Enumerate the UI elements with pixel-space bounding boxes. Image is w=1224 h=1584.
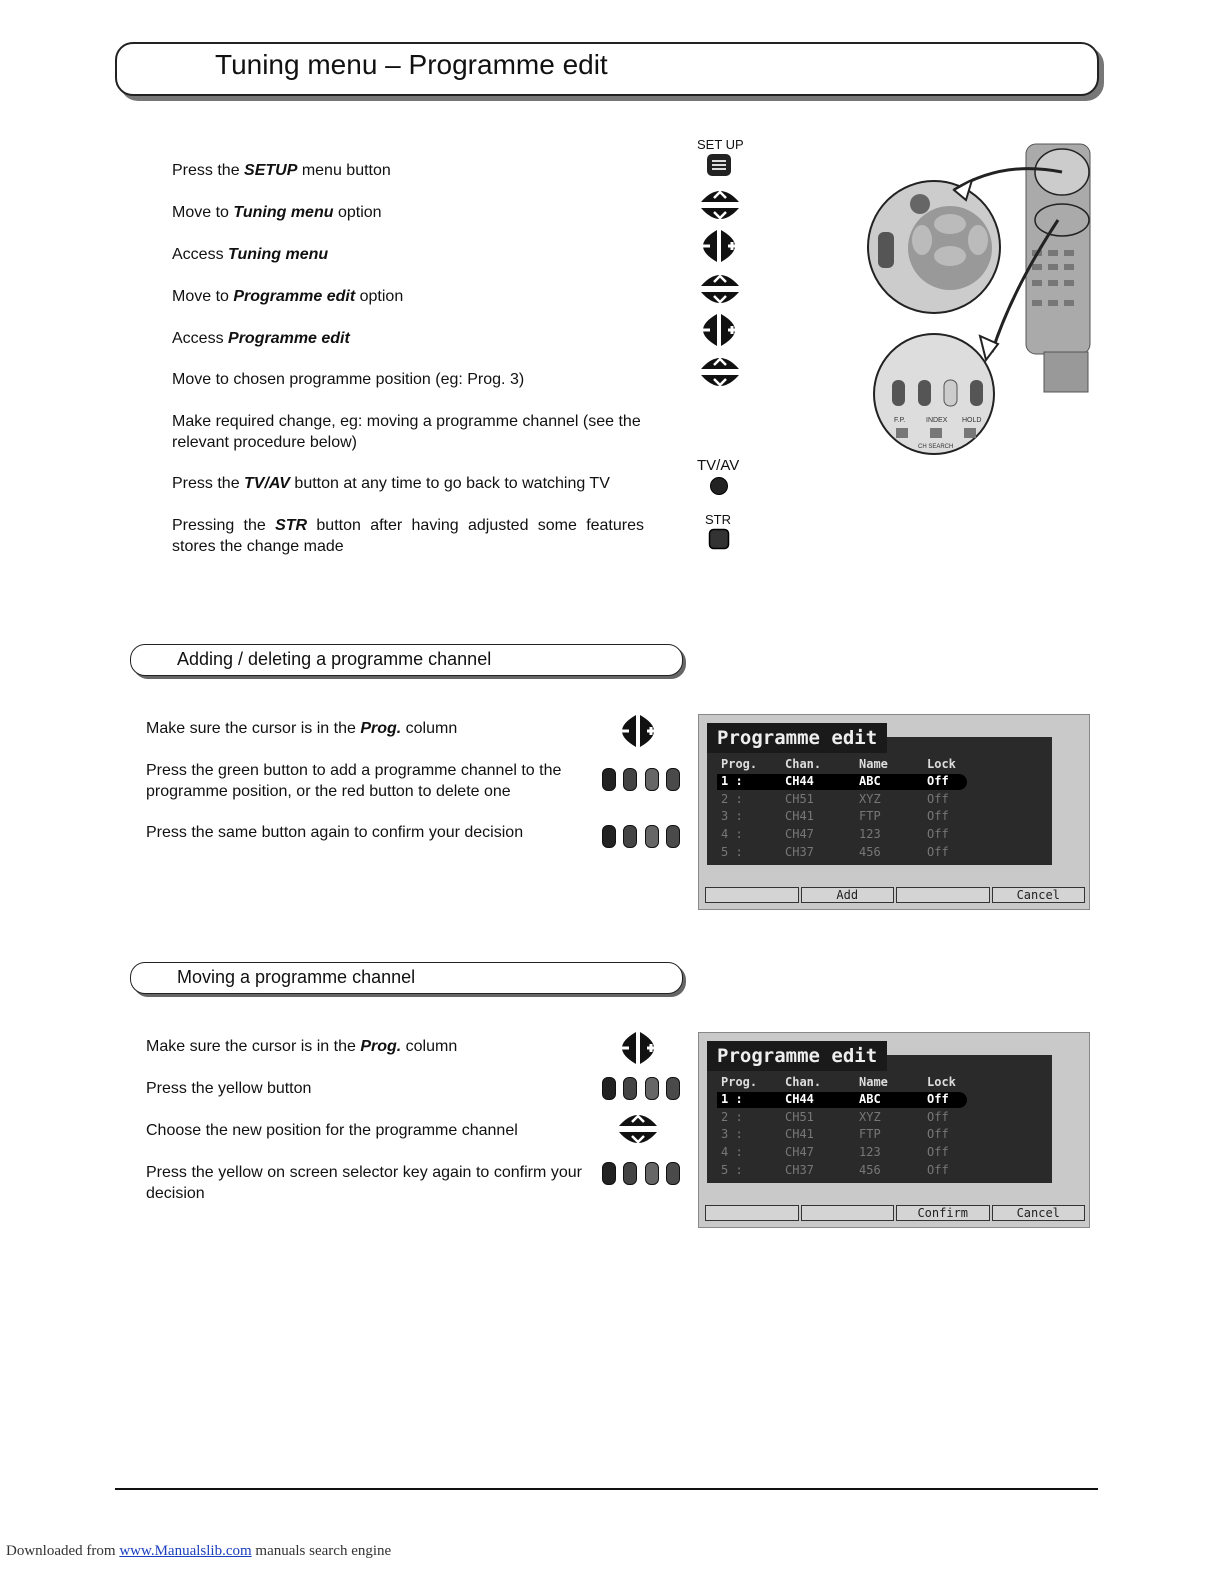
up-down-icon [699,353,741,391]
setup-label: SET UP [697,137,744,152]
setup-button-icon [706,153,732,177]
step-8: Press the TV/AV button at any time to go back to watching TV [172,475,610,492]
up-down-icon [699,186,741,224]
footer [6,1543,391,1560]
screen-button-confirm: Confirm [896,1205,990,1221]
colour-keys-icon [602,1077,680,1099]
table-row: 3 : CH41 FTP Off [721,1127,949,1141]
tvav-button-icon [709,476,729,496]
step-4: Move to Programme edit option [172,288,404,305]
col-prog: Prog. [721,1075,758,1089]
programme-edit-screen-add [698,714,1090,910]
step-6: Move to chosen programme position (eg: Prog. 3) [172,371,525,388]
section2-step-1: Make sure the cursor is in the Prog. column [146,1038,458,1055]
col-name: Name [859,757,888,771]
section2-step-3: Choose the new position for the programme channel [146,1122,518,1139]
left-right-icon [614,1031,662,1065]
page-title: Tuning menu – Programme edit [215,49,608,80]
col-lock: Lock [927,757,956,771]
step-7: Make required change, eg: moving a programme channel (see the relevant procedure below) [172,413,641,451]
colour-keys-icon [602,768,680,790]
left-right-icon [695,313,743,347]
section1-step-2: Press the green button to add a programme channel to the programme position, or the red button to delete one [146,762,562,800]
remote-label-index: INDEX [926,417,948,424]
page-title-banner [115,42,1099,96]
table-row: 5 : CH37 456 Off [721,845,949,859]
col-prog: Prog. [721,757,758,771]
colour-keys-icon [602,825,680,847]
screen-column-headers [717,1075,1057,1091]
bottom-rule [115,1488,1098,1490]
section-title: Adding / deleting a programme channel [177,649,492,669]
section-moving-banner [130,962,683,994]
section-adding-deleting-banner [130,644,683,676]
remote-control-illustration [862,140,1098,458]
table-row: 5 : CH37 456 Off [721,1163,949,1177]
step-5: Access Programme edit [172,330,350,347]
left-right-icon [614,714,662,748]
screen-button-green [801,1205,895,1221]
section1-step-1: Make sure the cursor is in the Prog. column [146,720,458,737]
screen-button-red [705,1205,799,1221]
colour-keys-icon [602,1162,680,1184]
col-lock: Lock [927,1075,956,1089]
screen-header: Programme edit [707,723,887,753]
step-1: Press the SETUP menu button [172,162,391,179]
left-right-icon [695,229,743,263]
table-row: 1 : CH44 ABC Off [717,774,967,790]
section2-step-4: Press the yellow on screen selector key again to confirm your decision [146,1164,582,1202]
col-name: Name [859,1075,888,1089]
footer-text: manuals search engine [251,1543,392,1559]
table-row: 2 : CH51 XYZ Off [721,1110,949,1124]
remote-label-hold: HOLD [962,417,982,424]
screen-button-cancel: Cancel [992,1205,1086,1221]
screen-button-bar [705,887,1085,903]
screen-button-cancel: Cancel [992,887,1086,903]
section-title: Moving a programme channel [177,967,416,987]
table-row: 2 : CH51 XYZ Off [721,792,949,806]
step-2: Move to Tuning menu option [172,204,382,221]
table-row: 3 : CH41 FTP Off [721,809,949,823]
tvav-label: TV/AV [697,457,740,474]
remote-label-fp: F.P. [894,417,906,424]
screen-button-red [705,887,799,903]
manualslib-link[interactable]: www.Manualslib.com [119,1543,252,1559]
screen-header: Programme edit [707,1041,887,1071]
up-down-icon [699,270,741,308]
table-row: 4 : CH47 123 Off [721,1145,949,1159]
footer-text: Downloaded from [6,1543,120,1559]
step-3: Access Tuning menu [172,246,329,263]
screen-column-headers [717,757,1057,773]
str-label: STR [705,512,731,527]
table-row: 4 : CH47 123 Off [721,827,949,841]
section2-step-2: Press the yellow button [146,1080,312,1097]
screen-button-add: Add [801,887,895,903]
col-chan: Chan. [785,1075,822,1089]
col-chan: Chan. [785,757,822,771]
screen-button-bar [705,1205,1085,1221]
str-button-icon [708,528,730,550]
step-9: Pressing the STR button after having adjusted some features stores the change made [172,517,645,555]
section1-step-3: Press the same button again to confirm your decision [146,824,524,841]
table-row: 1 : CH44 ABC Off [717,1092,967,1108]
screen-button-yellow [896,887,990,903]
remote-label-chsearch: CH SEARCH [918,444,954,450]
up-down-icon [617,1110,659,1148]
programme-edit-screen-move [698,1032,1090,1228]
